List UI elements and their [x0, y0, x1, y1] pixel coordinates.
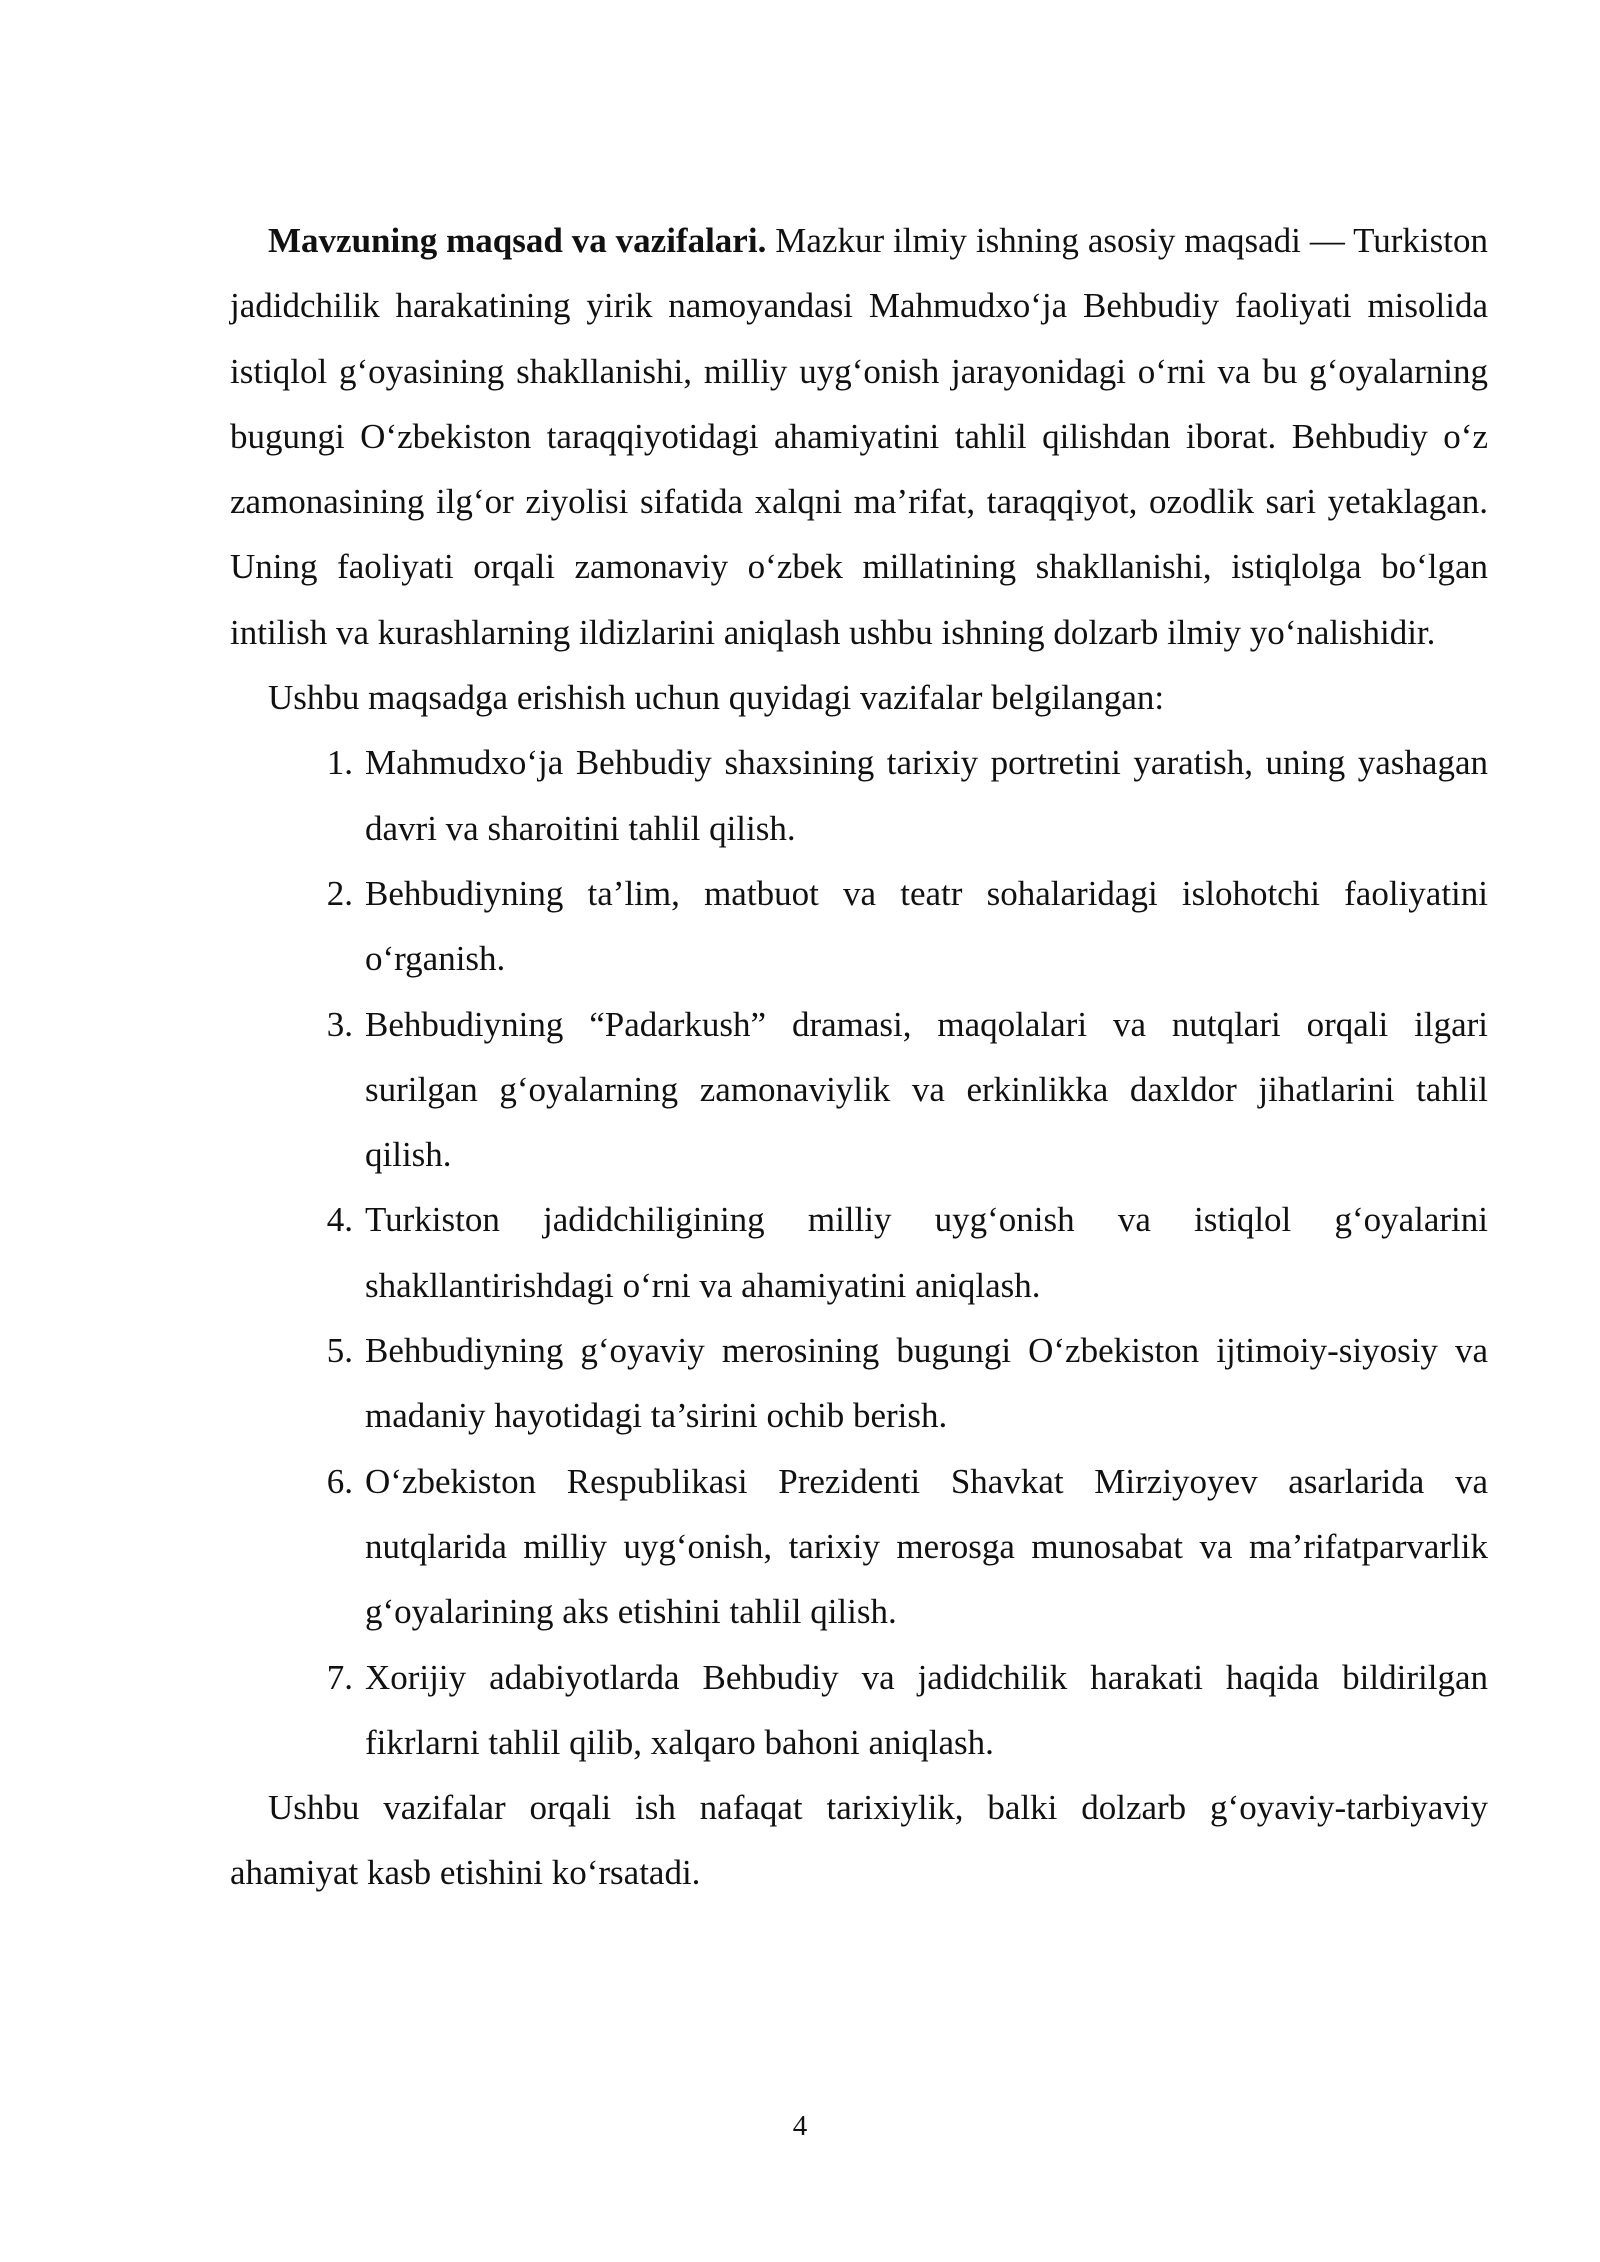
section-heading: Mavzuning maqsad va vazifalari.	[268, 221, 767, 260]
task-number: 6.	[326, 1461, 353, 1501]
task-number: 5.	[326, 1331, 353, 1371]
task-text: Mahmudxo‘ja Behbudiy shaxsining tarixiy portretini yaratish, uning yashagan davri va sharoitini tahlil qilish.	[365, 743, 1488, 848]
task-text: Xorijiy adabiyotlarda Behbudiy va jadidchilik harakati haqida bildirilgan fikrlarni tahlil qilib, xalqaro bahoni aniqlash.	[365, 1657, 1488, 1762]
task-text: Behbudiyning g‘oyaviy merosining bugungi O‘zbekiston ijtimoiy-siyosiy va madaniy hayotidagi ta’sirini ochib berish.	[365, 1331, 1488, 1436]
task-list	[230, 730, 1488, 1775]
task-item	[326, 1187, 1488, 1318]
tasks-intro: Ushbu maqsadga erishish uchun quyidagi vazifalar belgilangan:	[268, 678, 1165, 718]
task-item	[326, 1645, 1488, 1776]
task-text: Behbudiyning ta’lim, matbuot va teatr sohalaridagi islohotchi faoliyatini o‘rganish.	[365, 873, 1488, 979]
task-text: O‘zbekiston Respublikasi Prezidenti Shavkat Mirziyoyev asarlarida va nutqlarida milliy uyg‘onish, tarixiy merosga munosabat va ma’rifatparvarlik g‘oyalarining aks etishini tahlil qilish.	[365, 1461, 1488, 1632]
task-item	[326, 992, 1488, 1188]
task-text: Behbudiyning “Padarkush” dramasi, maqolalari va nutqlari orqali ilgari surilgan g‘oyalarning zamonaviylik va erkinlikka daxldor jihatlarini tahlil qilish.	[365, 1004, 1488, 1175]
page-number: 4	[792, 2110, 808, 2142]
task-number: 3.	[326, 1004, 353, 1044]
conclusion-paragraph: Ushbu vazifalar orqali ish nafaqat tarixiylik, balki dolzarb g‘oyaviy-tarbiyaviy ahamiyat kasb etishini ko‘rsatadi.	[230, 1788, 1488, 1893]
task-item	[326, 1318, 1488, 1449]
intro-text: Mazkur ilmiy ishning asosiy maqsadi — Turkiston jadidchilik harakatining yirik namoyandasi Mahmudxo‘ja Behbudiy faoliyati misolida istiqlol g‘oyasining shakllanishi, milliy uyg‘onish jarayonidagi o‘rni va bu g‘oyalarning bugungi O‘zbekiston taraqqiyotidagi ahamiyatini tahlil qilishdan iborat. Behbudiy o‘z zamonasining ilg‘or ziyolisi sifatida xalqni ma’rifat, taraqqiyot, ozodlik sari yetaklagan. Uning faoliyati orqali zamonaviy o‘zbek millatining shakllanishi, istiqlolga bo‘lgan intilish va kurashlarning ildizlarini aniqlash ushbu ishning dolzarb ilmiy yo‘nalishidir.	[230, 221, 1488, 652]
task-number: 1.	[326, 743, 353, 783]
intro-paragraph	[230, 208, 1488, 665]
task-item	[326, 861, 1488, 992]
task-item	[326, 730, 1488, 861]
task-item	[326, 1449, 1488, 1645]
task-text: Turkiston jadidchiligining milliy uyg‘onish va istiqlol g‘oyalarini shakllantirishdagi o‘rni va ahamiyatini aniqlash.	[365, 1200, 1488, 1305]
task-number: 7.	[326, 1657, 353, 1697]
page-body	[230, 208, 1488, 1906]
task-number: 4.	[326, 1200, 353, 1240]
task-number: 2.	[326, 873, 353, 913]
